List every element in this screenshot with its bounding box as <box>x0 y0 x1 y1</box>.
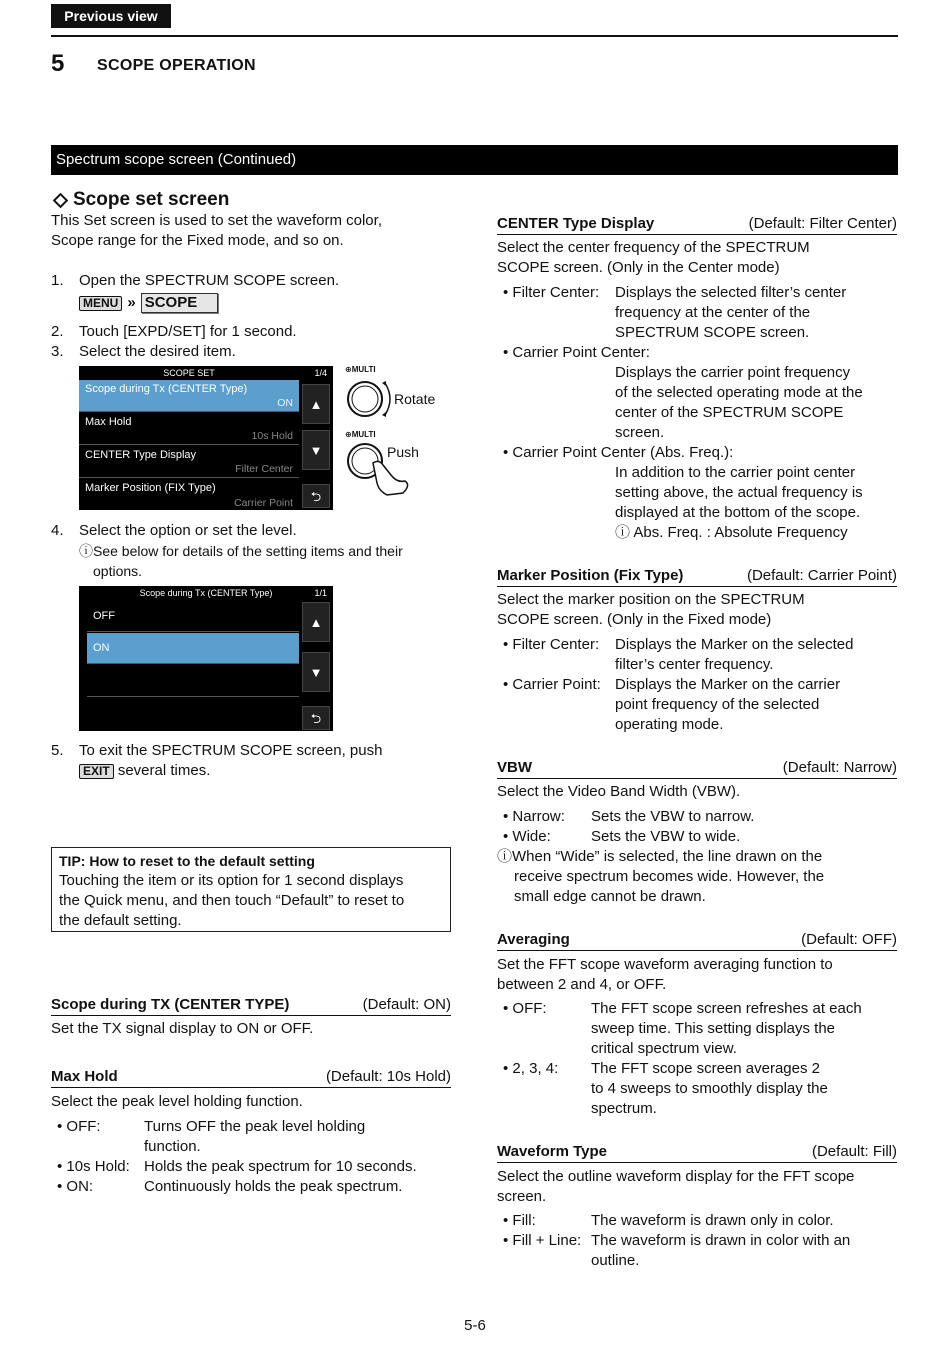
screen-title-text: Scope during Tx (CENTER Type) <box>139 588 273 598</box>
item-value: 10s Hold <box>251 430 293 442</box>
heading-title: Averaging <box>497 931 570 948</box>
info-icon: ⓘ <box>615 524 634 541</box>
marker-heading <box>497 566 897 587</box>
bullet-term: • Filter Center: <box>503 636 600 653</box>
tip-line: the Quick menu, and then touch “Default” to reset to <box>59 892 405 909</box>
bullet-text: Turns OFF the peak level holding <box>144 1118 366 1135</box>
bullet-term: • Fill: <box>503 1212 536 1229</box>
step-text: Open the SPECTRUM SCOPE screen. <box>79 272 340 289</box>
step-number: 4. <box>51 522 64 539</box>
bullet-text: operating mode. <box>615 716 724 733</box>
tip-line: Touching the item or its option for 1 second displays <box>59 872 404 889</box>
bullet-text: Displays the Marker on the selected <box>615 636 854 653</box>
bullet-text: Holds the peak spectrum for 10 seconds. <box>144 1158 417 1175</box>
step-number: 5. <box>51 742 64 759</box>
heading-default: (Default: 10s Hold) <box>325 1068 451 1085</box>
averaging-heading <box>497 930 897 951</box>
bullet-term: • Fill + Line: <box>503 1232 582 1249</box>
push-label: Push <box>387 444 419 460</box>
bullet-text: Displays the Marker on the carrier <box>615 676 841 693</box>
exit-key: EXIT <box>79 764 114 779</box>
tip-box <box>51 847 451 932</box>
intro-line: This Set screen is used to set the waveform color, <box>51 212 382 229</box>
bullet-text: sweep time. This setting displays the <box>591 1020 836 1037</box>
bullet-text: filter’s center frequency. <box>615 656 774 673</box>
option-empty <box>87 665 299 697</box>
bullet-text: The waveform is drawn only in color. <box>591 1212 834 1229</box>
screen-page: 1/4 <box>314 368 327 378</box>
bullet-text: The FFT scope screen averages 2 <box>591 1060 820 1077</box>
info-icon: ⓘ <box>497 848 513 865</box>
heading-title: Max Hold <box>51 1068 118 1085</box>
bullet-text: The waveform is drawn in color with an <box>591 1232 851 1249</box>
bullet-text: In addition to the carrier point center <box>615 464 856 481</box>
step-text: Select the option or set the level. <box>79 522 297 539</box>
intro-text <box>51 211 451 251</box>
info-icon: ⓘ <box>79 543 93 559</box>
previous-view-button[interactable]: Previous view <box>51 4 171 28</box>
center-type-desc: Select the center frequency of the SPECTRUM SCOPE screen. (Only in the Center mode) <box>497 239 810 276</box>
heading-title: VBW <box>497 759 532 776</box>
step-5 <box>51 741 451 781</box>
tip-title: TIP: How to reset to the default setting <box>59 853 315 869</box>
step-text: Select the desired item. <box>79 343 236 360</box>
heading-title: Marker Position (Fix Type) <box>497 567 684 584</box>
bullet-text: SPECTRUM SCOPE screen. <box>615 324 810 341</box>
menu-key: MENU <box>79 296 122 311</box>
rotate-label: Rotate <box>394 391 436 407</box>
step-1 <box>51 271 451 291</box>
scope-button[interactable]: SCOPE <box>141 293 219 313</box>
option-label: ON <box>93 642 110 654</box>
abs-freq-note: ⓘ Abs. Freq. : Absolute Frequency <box>615 524 848 541</box>
bullet-text: Sets the VBW to wide. <box>591 828 741 845</box>
bullet-text: of the selected operating mode at the <box>615 384 863 401</box>
bullet-text: screen. <box>615 424 665 441</box>
bullet-text: to 4 sweeps to smoothly display the <box>591 1080 828 1097</box>
top-rule <box>51 35 898 37</box>
heading-default: (Default: Carrier Point) <box>746 567 897 584</box>
menu-item-max-hold[interactable] <box>79 413 299 445</box>
heading-default: (Default: Fill) <box>811 1143 897 1160</box>
bullet-text: setting above, the actual frequency is <box>615 484 863 501</box>
bullet-text: The FFT scope screen refreshes at each <box>591 1000 862 1017</box>
scope-tx-desc: Set the TX signal display to ON or OFF. <box>51 1020 314 1037</box>
menu-item-center-type-display[interactable] <box>79 446 299 478</box>
tip-line: the default setting. <box>59 912 182 929</box>
vbw-desc: Select the Video Band Width (VBW). <box>497 783 741 800</box>
step-number: 2. <box>51 323 64 340</box>
bullet-term: • Carrier Point Center (Abs. Freq.): <box>503 444 734 461</box>
intro-line: Scope range for the Fixed mode, and so on. <box>51 232 344 249</box>
heading-title: Waveform Type <box>497 1143 608 1160</box>
bullet-term: • Carrier Point Center: <box>503 344 650 361</box>
vbw-bullets <box>503 807 903 847</box>
up-arrow-button[interactable]: ▲ <box>302 602 330 642</box>
screen-title <box>79 586 333 600</box>
step-3 <box>51 342 451 362</box>
step-2 <box>51 322 451 342</box>
back-button[interactable]: ⮌ <box>302 706 330 730</box>
waveform-heading <box>497 1142 897 1163</box>
bullet-term: • 2, 3, 4: <box>503 1060 559 1077</box>
heading-default: (Default: OFF) <box>801 931 897 948</box>
max-hold-desc: Select the peak level holding function. <box>51 1093 303 1110</box>
screen-title <box>79 366 299 380</box>
item-value: ON <box>277 397 293 409</box>
option-screen <box>79 586 333 731</box>
bullet-text: point frequency of the selected <box>615 696 820 713</box>
max-hold-heading <box>51 1067 451 1088</box>
bullet-text: Displays the carrier point frequency <box>615 364 851 381</box>
scope-set-heading-text: Scope set screen <box>73 189 230 210</box>
waveform-desc: Select the outline waveform display for the FFT scope screen. <box>497 1168 855 1205</box>
bullet-text: Continuously holds the peak spectrum. <box>144 1178 403 1195</box>
page-number: 5-6 <box>464 1317 486 1334</box>
item-value: Filter Center <box>235 463 293 475</box>
step-number: 3. <box>51 343 64 360</box>
option-off[interactable] <box>87 601 299 632</box>
bullet-term: • Filter Center: <box>503 284 600 301</box>
screen-title-text: SCOPE SET <box>163 368 215 378</box>
averaging-desc: Set the FFT scope waveform averaging function to between 2 and 4, or OFF. <box>497 956 833 993</box>
waveform-bullets <box>503 1211 903 1271</box>
bullet-text: frequency at the center of the <box>615 304 811 321</box>
down-arrow-button[interactable]: ▼ <box>302 430 330 470</box>
step-text: several times. <box>117 762 211 779</box>
section-bar: Spectrum scope screen (Continued) <box>51 145 898 175</box>
bullet-text: displayed at the bottom of the scope. <box>615 504 861 521</box>
item-value: Carrier Point <box>234 497 293 509</box>
heading-default: (Default: Filter Center) <box>748 215 897 232</box>
scope-set-heading <box>51 188 229 212</box>
bullet-text: function. <box>144 1138 201 1155</box>
scope-tx-heading <box>51 995 451 1016</box>
multi-label-2: ⊕MULTI <box>345 430 376 439</box>
marker-desc: Select the marker position on the SPECTRUM SCOPE screen. (Only in the Fixed mode) <box>497 591 805 628</box>
up-arrow-button[interactable]: ▲ <box>302 384 330 424</box>
menu-item-scope-during-tx[interactable] <box>79 380 299 412</box>
bullet-term: • Carrier Point: <box>503 676 601 693</box>
bullet-text: center of the SPECTRUM SCOPE <box>615 404 844 421</box>
chapter-title: SCOPE OPERATION <box>97 57 256 74</box>
step-text: To exit the SPECTRUM SCOPE screen, push <box>79 742 383 759</box>
bullet-term: • 10s Hold: <box>57 1158 130 1175</box>
bullet-term: • OFF: <box>503 1000 547 1017</box>
multi-knob-illustration <box>345 365 445 495</box>
down-arrow-button[interactable]: ▼ <box>302 652 330 692</box>
bullet-text: Displays the selected filter’s center <box>615 284 847 301</box>
step-4 <box>51 521 451 541</box>
bullet-term: • OFF: <box>57 1118 101 1135</box>
bullet-text: spectrum. <box>591 1100 657 1117</box>
back-button[interactable]: ⮌ <box>302 484 330 508</box>
averaging-bullets <box>503 999 903 1119</box>
heading-default: (Default: ON) <box>362 996 451 1013</box>
item-label: Scope during Tx (CENTER Type) <box>85 383 248 395</box>
vbw-heading <box>497 758 897 779</box>
chapter-number: 5 <box>51 50 65 77</box>
vbw-note: ⓘWhen “Wide” is selected, the line drawn on the receive spectrum becomes wide. However, the small edge cannot be drawn. <box>497 848 825 905</box>
scope-set-screen <box>79 366 333 510</box>
item-label: Max Hold <box>85 416 132 428</box>
marker-bullets <box>503 635 903 735</box>
diamond-icon <box>53 192 69 208</box>
center-type-heading <box>497 214 897 235</box>
menu-item-marker-position[interactable] <box>79 479 299 511</box>
max-hold-bullets <box>57 1117 457 1197</box>
multi-label-1: ⊕MULTI <box>345 365 376 374</box>
option-label: OFF <box>93 610 115 622</box>
menu-path <box>79 292 218 314</box>
path-arrow: » <box>127 294 136 311</box>
bullet-text: outline. <box>591 1252 640 1269</box>
bullet-text: Sets the VBW to narrow. <box>591 808 755 825</box>
item-label: Marker Position (FIX Type) <box>85 482 216 494</box>
note-line: See below for details of the setting items and their <box>93 543 403 559</box>
bullet-term: • ON: <box>57 1178 94 1195</box>
rotate-knob-icon <box>345 377 395 421</box>
item-label: CENTER Type Display <box>85 449 197 461</box>
heading-title: Scope during TX (CENTER TYPE) <box>51 996 290 1013</box>
center-type-bullets <box>503 283 903 543</box>
heading-title: CENTER Type Display <box>497 215 655 232</box>
note-line: options. <box>93 563 143 579</box>
heading-default: (Default: Narrow) <box>782 759 897 776</box>
step-text: Touch [EXPD/SET] for 1 second. <box>79 323 297 340</box>
step-4-note <box>79 541 459 581</box>
step-number: 1. <box>51 272 64 289</box>
screen-page: 1/1 <box>314 588 327 598</box>
bullet-term: • Wide: <box>503 828 551 845</box>
bullet-term: • Narrow: <box>503 808 565 825</box>
option-on[interactable] <box>87 633 299 664</box>
bullet-text: critical spectrum view. <box>591 1040 737 1057</box>
